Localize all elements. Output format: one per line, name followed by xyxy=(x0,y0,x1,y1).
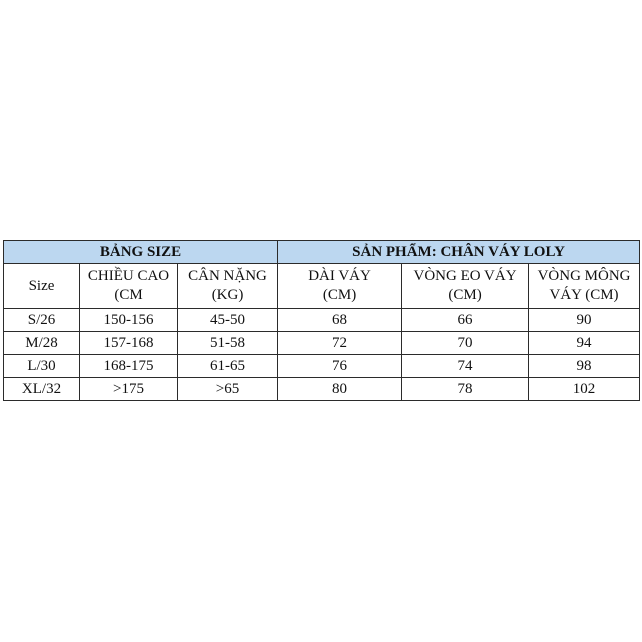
cell-weight: >65 xyxy=(178,378,278,401)
cell-waist: 66 xyxy=(402,309,529,332)
cell-skirt-length: 72 xyxy=(278,332,402,355)
header-skirt-length-line2: (CM) xyxy=(322,287,357,303)
cell-waist: 70 xyxy=(402,332,529,355)
cell-size: S/26 xyxy=(4,309,80,332)
cell-waist: 78 xyxy=(402,378,529,401)
table-row xyxy=(4,378,640,401)
table-header-row xyxy=(4,264,640,309)
header-waist-line2: (CM) xyxy=(448,287,482,303)
header-weight-line1: CÂN NẶNG xyxy=(188,268,267,284)
cell-height: 168-175 xyxy=(80,355,178,378)
table-title-row xyxy=(4,241,640,264)
cell-weight: 51-58 xyxy=(178,332,278,355)
cell-size: XL/32 xyxy=(4,378,80,401)
cell-hip: 90 xyxy=(529,309,640,332)
header-size-label: Size xyxy=(28,277,55,294)
header-hip-line2: VÁY (CM) xyxy=(549,287,619,303)
product-title: SẢN PHẨM: CHÂN VÁY LOLY xyxy=(278,241,640,264)
size-chart-title: BẢNG SIZE xyxy=(4,241,278,264)
cell-size: M/28 xyxy=(4,332,80,355)
cell-size: L/30 xyxy=(4,355,80,378)
cell-weight: 61-65 xyxy=(178,355,278,378)
header-size xyxy=(4,264,80,309)
header-height-line1: CHIỀU CAO xyxy=(87,268,170,284)
cell-weight: 45-50 xyxy=(178,309,278,332)
table-row xyxy=(4,309,640,332)
cell-height: >175 xyxy=(80,378,178,401)
cell-hip: 102 xyxy=(529,378,640,401)
size-chart-table xyxy=(3,240,640,401)
cell-height: 150-156 xyxy=(80,309,178,332)
cell-waist: 74 xyxy=(402,355,529,378)
header-height xyxy=(80,264,178,309)
cell-hip: 94 xyxy=(529,332,640,355)
header-height-line2: (CM xyxy=(114,287,143,303)
header-weight-line2: (KG) xyxy=(211,287,244,303)
header-skirt-length-line1: DÀI VÁY xyxy=(308,268,371,284)
header-weight xyxy=(178,264,278,309)
cell-skirt-length: 68 xyxy=(278,309,402,332)
header-hip-line1: VÒNG MÔNG xyxy=(537,268,631,284)
header-waist xyxy=(402,264,529,309)
header-waist-line1: VÒNG EO VÁY xyxy=(413,268,517,284)
header-hip xyxy=(529,264,640,309)
header-skirt-length xyxy=(278,264,402,309)
table-row xyxy=(4,355,640,378)
table-row xyxy=(4,332,640,355)
cell-height: 157-168 xyxy=(80,332,178,355)
cell-skirt-length: 80 xyxy=(278,378,402,401)
cell-hip: 98 xyxy=(529,355,640,378)
cell-skirt-length: 76 xyxy=(278,355,402,378)
